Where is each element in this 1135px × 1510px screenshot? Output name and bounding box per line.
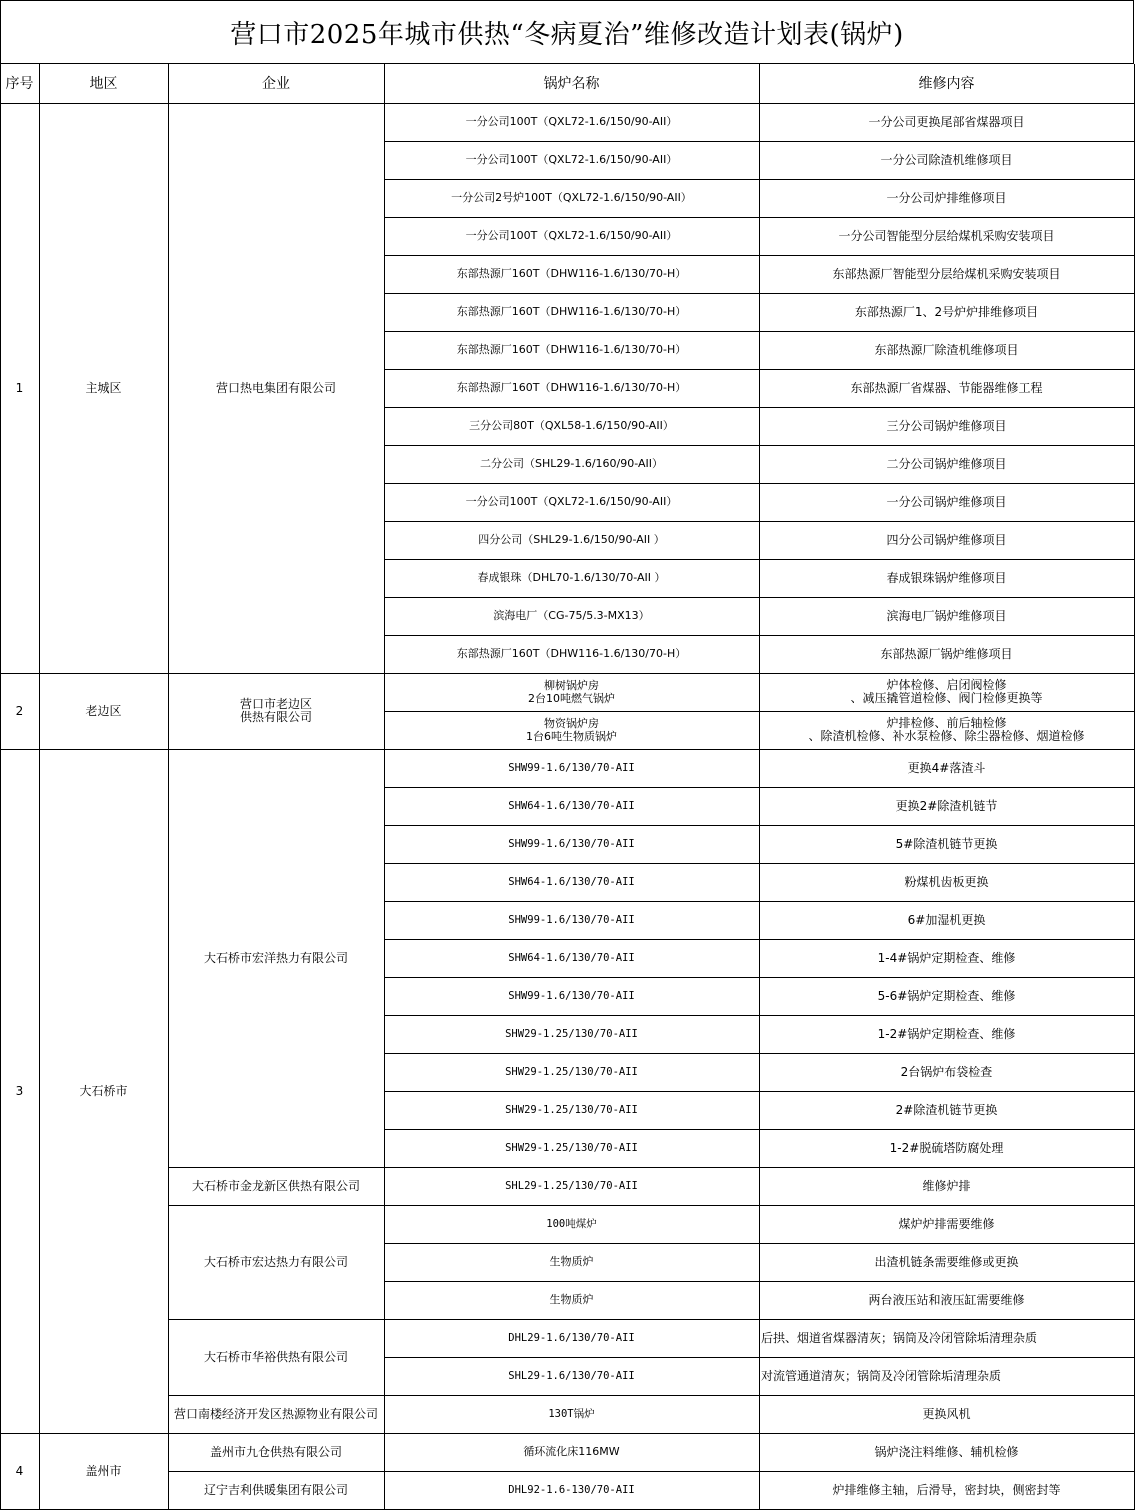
header-boiler: 锅炉名称 [384, 64, 760, 104]
boiler-name-cell: 东部热源厂160T（DHW116-1.6/130/70-H） [384, 331, 760, 370]
page-title: 营口市2025年城市供热“冬病夏治”维修改造计划表(锅炉) [0, 0, 1134, 64]
boiler-name-cell: SHW29-1.25/130/70-AII [384, 1091, 760, 1130]
repair-content-cell: 维修炉排 [759, 1167, 1135, 1206]
region-cell: 主城区 [39, 103, 169, 674]
boiler-name-cell: SHW29-1.25/130/70-AII [384, 1129, 760, 1168]
boiler-name-cell: SHW99-1.6/130/70-AII [384, 749, 760, 788]
boiler-name-cell: SHW29-1.25/130/70-AII [384, 1053, 760, 1092]
boiler-name-cell: 三分公司80T（QXL58-1.6/150/90-AII） [384, 407, 760, 446]
boiler-name-cell: 一分公司100T（QXL72-1.6/150/90-AII） [384, 217, 760, 256]
repair-content-cell: 出渣机链条需要维修或更换 [759, 1243, 1135, 1282]
company-cell: 营口热电集团有限公司 [168, 103, 385, 674]
boiler-name-cell: 春成银珠（DHL70-1.6/130/70-AII ） [384, 559, 760, 598]
boiler-name-cell: 循环流化床116MW [384, 1433, 760, 1472]
repair-content-cell: 5#除渣机链节更换 [759, 825, 1135, 864]
repair-content-cell: 后拱、烟道省煤器清灰；锅筒及冷闭管除垢清理杂质 [759, 1319, 1135, 1358]
repair-content-cell: 6#加湿机更换 [759, 901, 1135, 940]
boiler-name-cell: 生物质炉 [384, 1281, 760, 1320]
seq-cell: 3 [0, 749, 40, 1434]
boiler-name-cell: 二分公司（SHL29-1.6/160/90-AII） [384, 445, 760, 484]
repair-content-cell: 东部热源厂锅炉维修项目 [759, 635, 1135, 674]
boiler-name-cell: DHL92-1.6-130/70-AII [384, 1471, 760, 1510]
company-cell: 辽宁吉利供暖集团有限公司 [168, 1471, 385, 1510]
boiler-name-cell: SHW64-1.6/130/70-AII [384, 863, 760, 902]
repair-content-cell: 5-6#锅炉定期检查、维修 [759, 977, 1135, 1016]
boiler-name-cell: 东部热源厂160T（DHW116-1.6/130/70-H） [384, 255, 760, 294]
repair-content-cell: 炉排维修主轴，后滑导，密封块，侧密封等 [759, 1471, 1135, 1510]
repair-content-cell: 东部热源厂除渣机维修项目 [759, 331, 1135, 370]
boiler-name-cell: 一分公司2号炉100T（QXL72-1.6/150/90-AII） [384, 179, 760, 218]
repair-content-cell: 三分公司锅炉维修项目 [759, 407, 1135, 446]
repair-content-cell: 2台锅炉布袋检查 [759, 1053, 1135, 1092]
repair-content-cell: 一分公司锅炉维修项目 [759, 483, 1135, 522]
repair-content-cell: 更换风机 [759, 1395, 1135, 1434]
boiler-name-cell: 柳树锅炉房 2台10吨燃气锅炉 [384, 673, 760, 712]
repair-content-cell: 炉排检修、前后轴检修 、除渣机检修、补水泵检修、除尘器检修、烟道检修 [759, 711, 1135, 750]
repair-content-cell: 1-2#锅炉定期检查、维修 [759, 1015, 1135, 1054]
repair-content-cell: 一分公司更换尾部省煤器项目 [759, 103, 1135, 142]
boiler-name-cell: SHL29-1.25/130/70-AII [384, 1167, 760, 1206]
boiler-name-cell: 东部热源厂160T（DHW116-1.6/130/70-H） [384, 369, 760, 408]
boiler-name-cell: SHL29-1.6/130/70-AII [384, 1357, 760, 1396]
boiler-name-cell: SHW99-1.6/130/70-AII [384, 901, 760, 940]
boiler-name-cell: 一分公司100T（QXL72-1.6/150/90-AII） [384, 141, 760, 180]
seq-cell: 4 [0, 1433, 40, 1510]
seq-cell: 2 [0, 673, 40, 750]
boiler-name-cell: SHW99-1.6/130/70-AII [384, 825, 760, 864]
boiler-name-cell: DHL29-1.6/130/70-AII [384, 1319, 760, 1358]
company-cell: 大石桥市宏洋热力有限公司 [168, 749, 385, 1168]
boiler-name-cell: 物资锅炉房 1台6吨生物质锅炉 [384, 711, 760, 750]
header-content: 维修内容 [759, 64, 1135, 104]
boiler-name-cell: 100吨煤炉 [384, 1205, 760, 1244]
boiler-name-cell: 130T锅炉 [384, 1395, 760, 1434]
header-company: 企业 [168, 64, 385, 104]
company-cell: 盖州市九仓供热有限公司 [168, 1433, 385, 1472]
company-cell: 大石桥市金龙新区供热有限公司 [168, 1167, 385, 1206]
repair-content-cell: 二分公司锅炉维修项目 [759, 445, 1135, 484]
seq-cell: 1 [0, 103, 40, 674]
table-left-border [0, 64, 1, 1509]
boiler-name-cell: 滨海电厂（CG-75/5.3-MX13） [384, 597, 760, 636]
repair-content-cell: 滨海电厂锅炉维修项目 [759, 597, 1135, 636]
repair-content-cell: 1-2#脱硫塔防腐处理 [759, 1129, 1135, 1168]
repair-content-cell: 四分公司锅炉维修项目 [759, 521, 1135, 560]
repair-content-cell: 锅炉浇注料维修、辅机检修 [759, 1433, 1135, 1472]
region-cell: 大石桥市 [39, 749, 169, 1434]
repair-content-cell: 2#除渣机链节更换 [759, 1091, 1135, 1130]
boiler-name-cell: 东部热源厂160T（DHW116-1.6/130/70-H） [384, 635, 760, 674]
boiler-name-cell: 四分公司（SHL29-1.6/150/90-AII ） [384, 521, 760, 560]
repair-content-cell: 更换2#除渣机链节 [759, 787, 1135, 826]
repair-content-cell: 春成银珠锅炉维修项目 [759, 559, 1135, 598]
repair-content-cell: 一分公司智能型分层给煤机采购安装项目 [759, 217, 1135, 256]
repair-content-cell: 一分公司炉排维修项目 [759, 179, 1135, 218]
repair-content-cell: 1-4#锅炉定期检查、维修 [759, 939, 1135, 978]
boiler-name-cell: 一分公司100T（QXL72-1.6/150/90-AII） [384, 103, 760, 142]
repair-content-cell: 粉煤机齿板更换 [759, 863, 1135, 902]
repair-content-cell: 东部热源厂省煤器、节能器维修工程 [759, 369, 1135, 408]
region-cell: 老边区 [39, 673, 169, 750]
repair-content-cell: 两台液压站和液压缸需要维修 [759, 1281, 1135, 1320]
boiler-name-cell: 一分公司100T（QXL72-1.6/150/90-AII） [384, 483, 760, 522]
boiler-name-cell: 东部热源厂160T（DHW116-1.6/130/70-H） [384, 293, 760, 332]
company-cell: 大石桥市华裕供热有限公司 [168, 1319, 385, 1396]
repair-content-cell: 对流管通道清灰；锅筒及冷闭管除垢清理杂质 [759, 1357, 1135, 1396]
company-cell: 营口南楼经济开发区热源物业有限公司 [168, 1395, 385, 1434]
repair-content-cell: 煤炉炉排需要维修 [759, 1205, 1135, 1244]
boiler-name-cell: SHW64-1.6/130/70-AII [384, 939, 760, 978]
boiler-name-cell: SHW64-1.6/130/70-AII [384, 787, 760, 826]
repair-content-cell: 炉体检修、启闭阀检修 、减压撬管道检修、阀门检修更换等 [759, 673, 1135, 712]
boiler-name-cell: SHW29-1.25/130/70-AII [384, 1015, 760, 1054]
repair-content-cell: 东部热源厂1、2号炉炉排维修项目 [759, 293, 1135, 332]
boiler-name-cell: 生物质炉 [384, 1243, 760, 1282]
repair-content-cell: 一分公司除渣机维修项目 [759, 141, 1135, 180]
boiler-name-cell: SHW99-1.6/130/70-AII [384, 977, 760, 1016]
header-seq: 序号 [0, 64, 40, 104]
region-cell: 盖州市 [39, 1433, 169, 1510]
repair-content-cell: 东部热源厂智能型分层给煤机采购安装项目 [759, 255, 1135, 294]
header-region: 地区 [39, 64, 169, 104]
repair-content-cell: 更换4#落渣斗 [759, 749, 1135, 788]
company-cell: 营口市老边区 供热有限公司 [168, 673, 385, 750]
company-cell: 大石桥市宏达热力有限公司 [168, 1205, 385, 1320]
